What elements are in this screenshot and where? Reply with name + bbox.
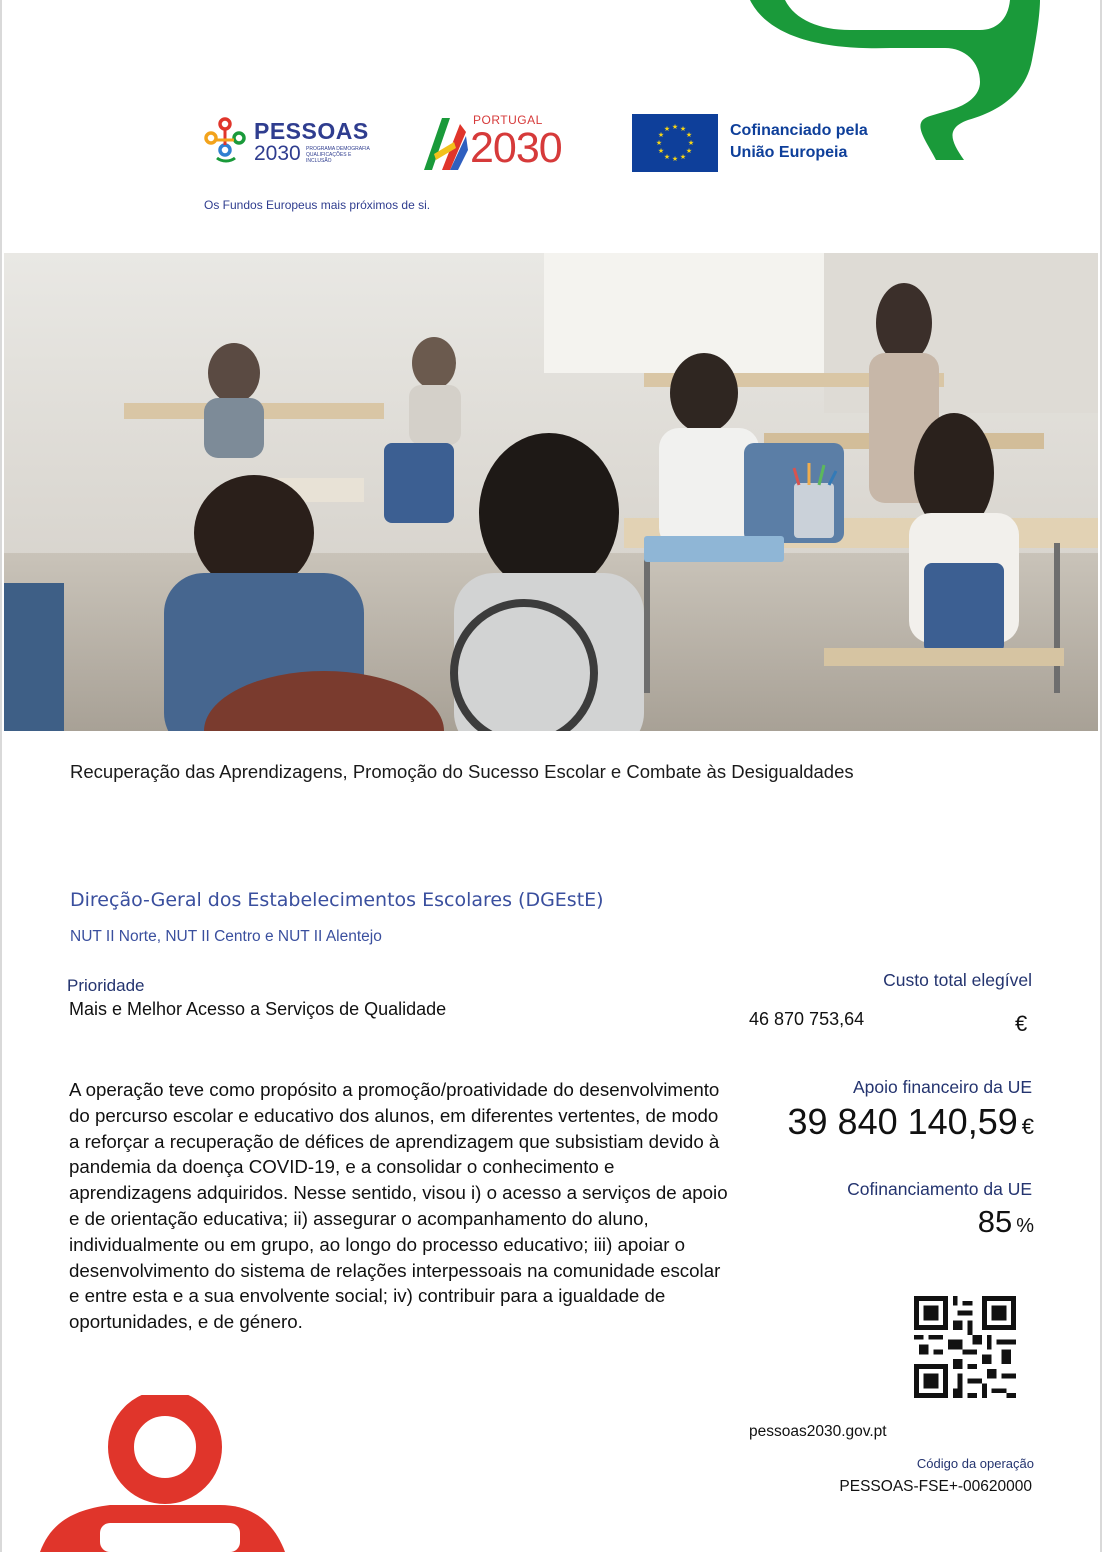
svg-text:★: ★ (671, 155, 679, 163)
svg-text:★: ★ (671, 123, 679, 131)
svg-text:★: ★ (685, 147, 693, 155)
portugal-2030-logo (420, 110, 590, 180)
eu-cofinancing-logo (632, 114, 912, 174)
svg-text:★: ★ (687, 139, 695, 147)
cofinancing-value: 85 (977, 1204, 1013, 1239)
operation-description: A operação teve como propósito a promoção/proatividade do desenvolvimento do percurso escolar e educativo dos alunos, em diferentes vertentes, de modo a reforçar a recuperação de défices de aprendizagem que subsistiam devido à pandemia da doença COVID-19, e a consolidar o conhecimento e aprendizagens adquiridos. Nesse sentido, visou i) o acesso a serviços de apoio e de orientação educativa; ii) assegurar o acompanhamento do aluno, individualmente ou em grupo, ao longo do processo educativo; iii) apoiar o desenvolvimento do sistema de relações interpessoais na comunidade escolar e entre esta e a sua envolvente social; iv) contribuir para a igualdade de oportunidades, e de género. (69, 1079, 728, 1333)
portugal-year: 2030 (470, 124, 562, 172)
pessoas-subtitle: PROGRAMA DEMOGRAFIA QUALIFICAÇÕES E INCLUSÃO (306, 146, 370, 164)
eu-flag-icon (632, 114, 718, 172)
pessoas-year: 2030 (254, 142, 301, 165)
red-person-decoration-icon (40, 1395, 300, 1552)
eu-cofinancing-text: Cofinanciado pela União Europeia (730, 122, 868, 161)
pessoas-tagline: Os Fundos Europeus mais próximos de si. (204, 198, 431, 212)
svg-text:★: ★ (679, 125, 687, 133)
portugal-mark-icon (420, 114, 470, 174)
operation-code: PESSOAS-FSE+-00620000 (839, 1478, 1032, 1495)
headline: Recuperação das Aprendizagens, Promoção do Sucesso Escolar e Combate às Desigualdades (70, 761, 854, 782)
eu-support-value: 39 840 140,59 (787, 1101, 1018, 1142)
qr-code-icon[interactable] (914, 1296, 1016, 1398)
svg-text:★: ★ (663, 125, 671, 133)
cofinancing-unit: % (1016, 1215, 1034, 1237)
svg-text:★: ★ (685, 131, 693, 139)
total-cost-currency: € (1015, 1011, 1028, 1036)
svg-text:★: ★ (657, 147, 665, 155)
classroom-photo (4, 253, 1098, 731)
svg-text:★: ★ (679, 153, 687, 161)
cofinancing (978, 1204, 1034, 1240)
portugal-word: PORTUGAL (473, 113, 543, 127)
svg-text:★: ★ (657, 131, 665, 139)
cofinancing-label: Cofinanciamento da UE (847, 1179, 1032, 1199)
svg-text:★: ★ (663, 153, 671, 161)
svg-text:★: ★ (655, 139, 663, 147)
eu-support-label: Apoio financeiro da UE (853, 1077, 1032, 1097)
eu-support (788, 1101, 1034, 1143)
pessoas-name: PESSOAS (254, 118, 369, 144)
priority-value: Mais e Melhor Acesso a Serviços de Qualidade (69, 999, 447, 1019)
total-cost-label: Custo total elegível (883, 970, 1032, 990)
total-cost-value: 46 870 753,64 (749, 1009, 865, 1029)
eu-support-currency: € (1021, 1114, 1034, 1139)
region: NUT II Norte, NUT II Centro e NUT II Alentejo (70, 928, 382, 945)
organization-name: Direção-Geral dos Estabelecimentos Escolares (DGEstE) (70, 889, 604, 911)
website-link[interactable]: pessoas2030.gov.pt (749, 1423, 887, 1440)
operation-code-label: Código da operação (916, 1456, 1034, 1471)
priority-label: Prioridade (67, 976, 145, 995)
pessoas-mark-icon (202, 116, 248, 166)
